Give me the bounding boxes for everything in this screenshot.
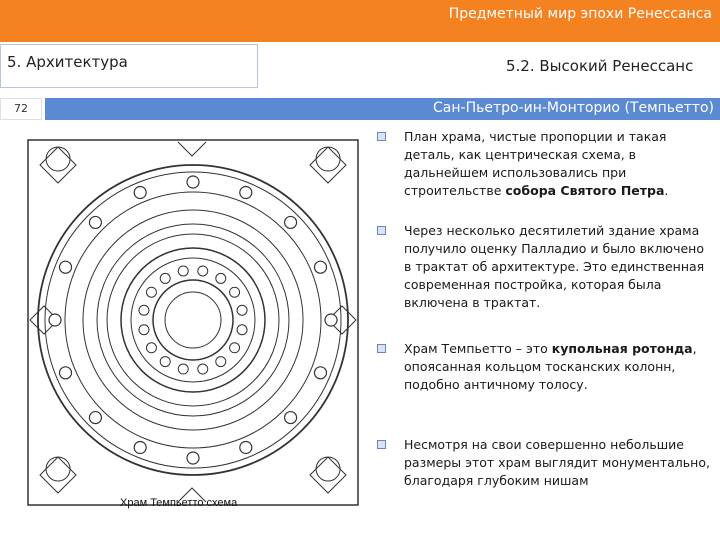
column: [49, 314, 61, 326]
inner-column: [146, 287, 156, 297]
header-title: Предметный мир эпохи Ренессанса: [448, 6, 712, 22]
column: [285, 412, 297, 424]
bullet-marker: [377, 132, 386, 141]
column: [89, 216, 101, 228]
bullet-marker: [377, 440, 386, 449]
column: [187, 452, 199, 464]
subsection-title: 5.2. Высокий Ренессанс: [506, 57, 694, 75]
inner-column: [139, 325, 149, 335]
inner-column: [160, 273, 170, 283]
bullet-3: [377, 340, 712, 394]
inner-column: [216, 273, 226, 283]
figure-caption: Храм Темпьетто схема: [120, 497, 238, 509]
header-bar: [0, 0, 720, 42]
tempietto-plan-drawing: [20, 130, 365, 510]
column: [240, 441, 252, 453]
inner-column: [178, 364, 188, 374]
inner-column: [198, 266, 208, 276]
column: [314, 261, 326, 273]
column: [187, 176, 199, 188]
bullet-4: [377, 436, 712, 490]
inner-column: [198, 364, 208, 374]
inner-column: [178, 266, 188, 276]
inner-column: [230, 287, 240, 297]
column: [60, 261, 72, 273]
column: [240, 187, 252, 199]
column: [314, 367, 326, 379]
inner-column: [216, 357, 226, 367]
inner-column: [237, 305, 247, 315]
column: [60, 367, 72, 379]
inner-column: [237, 325, 247, 335]
bullet-text: План храма, чистые пропорции и такая деталь, как центрическая схема, в дальнейшем использовались при строительстве собора Святого Петра.: [404, 129, 669, 198]
inner-column: [139, 305, 149, 315]
column: [325, 314, 337, 326]
bullet-marker: [377, 344, 386, 353]
inner-column: [160, 357, 170, 367]
column: [285, 216, 297, 228]
bullet-text: Храм Темпьетто – это купольная ротонда, опоясанная кольцом тосканских колонн, подобно античному толосу.: [404, 341, 697, 392]
bullet-marker: [377, 226, 386, 235]
inner-column: [146, 343, 156, 353]
bullet-text: Через несколько десятилетий здание храма получило оценку Палладио и было включено в трактат об архитектуре. Это единственная современная постройка, которая была включена в трактат.: [404, 223, 705, 310]
page-number: 72: [0, 98, 42, 120]
column: [134, 441, 146, 453]
bullet-text: Несмотря на свои совершенно небольшие размеры этот храм выглядит монументально, благодаря глубоким нишам: [404, 437, 710, 488]
bullet-1: [377, 128, 712, 200]
bullet-2: [377, 222, 712, 312]
slide-title: Сан-Пьетро-ин-Монторио (Темпьетто): [433, 100, 714, 116]
column: [134, 187, 146, 199]
inner-column: [230, 343, 240, 353]
section-label: 5. Архитектура: [7, 53, 128, 71]
section-box: [0, 44, 258, 88]
column: [89, 412, 101, 424]
